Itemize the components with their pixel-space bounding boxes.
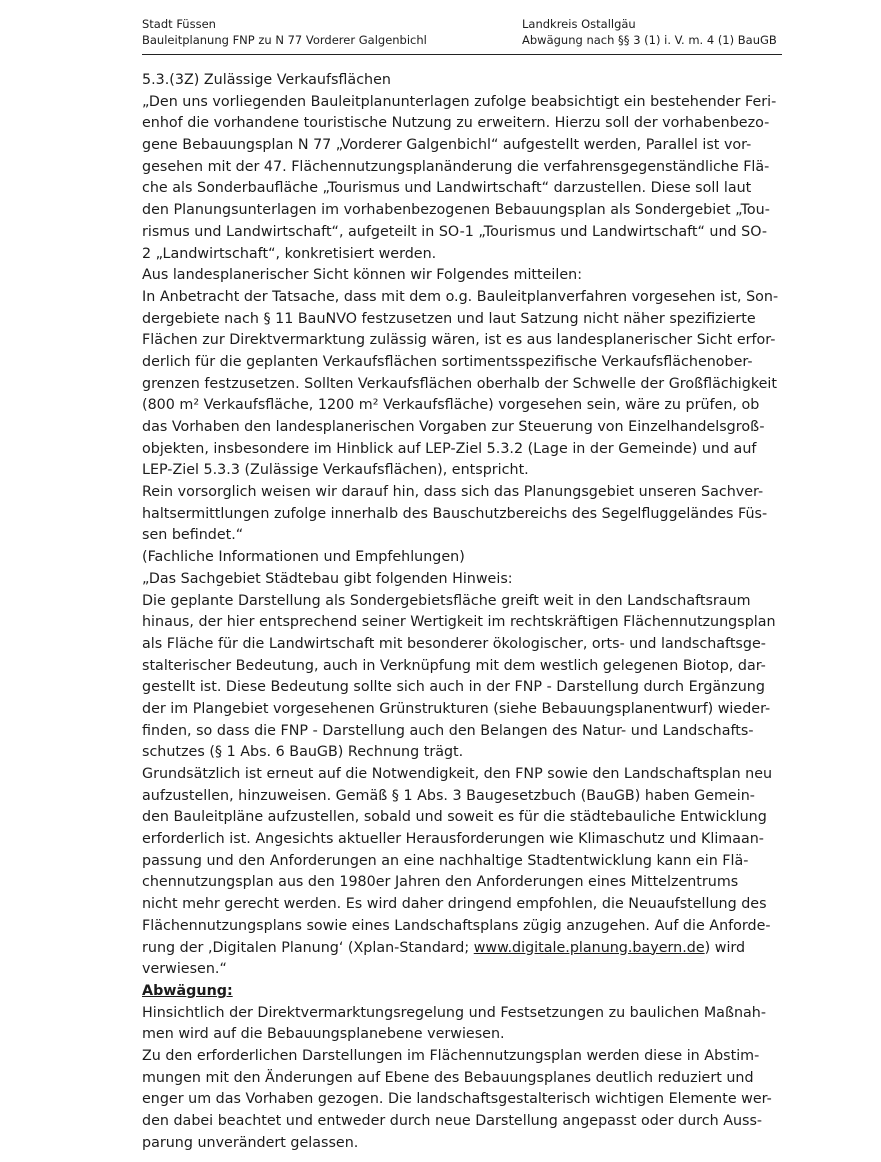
text-line: haltsermittlungen zufolge innerhalb des Bauschutzbereichs des Segelfluggeländes Füs- — [142, 505, 768, 522]
text-line: rismus und Landwirtschaft“, aufgeteilt in SO-1 „Tourismus und Landwirtschaft“ und SO- — [142, 223, 768, 240]
text-line: „Das Sachgebiet Städtebau gibt folgenden Hinweis: — [142, 570, 513, 587]
text-line: derlich für die geplanten Verkaufsflächen sortimentsspezifische Verkaufsflächenober- — [142, 353, 753, 370]
text-line: In Anbetracht der Tatsache, dass mit dem o.g. Bauleitplanverfahren vorgesehen ist, Son- — [142, 288, 779, 305]
text-line: den Planungsunterlagen im vorhabenbezogenen Bebauungsplan als Sondergebiet „Tou- — [142, 202, 770, 219]
text-line: Grundsätzlich ist erneut auf die Notwendigkeit, den FNP sowie den Landschaftsplan neu — [142, 766, 773, 782]
text-line: das Vorhaben den landesplanerischen Vorgaben zur Steuerung von Einzelhandelsgroß- — [142, 419, 765, 435]
abwaegung-line: den dabei beachtet und entweder durch neue Darstellung angepasst oder durch Auss- — [142, 1113, 763, 1129]
text-line: che als Sonderbaufläche „Tourismus und Landwirtschaft“ darzustellen. Diese soll laut — [142, 180, 752, 197]
text-line: hinaus, der hier entsprechend seiner Wertigkeit im rechtskräftigen Flächennutzungsplan — [142, 614, 776, 631]
text-line: den Bauleitpläne aufzustellen, sobald und soweit es für die städtebauliche Entwicklung — [142, 809, 767, 826]
text-line: dergebiete nach § 11 BauNVO festzusetzen und laut Satzung nicht näher spezifizierte — [142, 310, 756, 327]
page-header — [142, 16, 782, 55]
text-line: Rein vorsorglich weisen wir darauf hin, dass sich das Planungsgebiet unseren Sachver- — [142, 484, 764, 501]
text-line: grenzen festzusetzen. Sollten Verkaufsflächen oberhalb der Schwelle der Großflächigkeit — [142, 375, 777, 392]
link-line-after: ) wird — [704, 939, 746, 956]
link-line — [142, 938, 802, 960]
text-line: (800 m² Verkaufsfläche, 1200 m² Verkaufsfläche) vorgesehen sein, wäre zu prüfen, ob — [142, 397, 760, 414]
header-procedure: Abwägung nach §§ 3 (1) i. V. m. 4 (1) BauGB — [522, 33, 777, 47]
header-plan-title: Bauleitplanung FNP zu N 77 Vorderer Galgenbichl — [142, 33, 427, 47]
text-line: schutzes (§ 1 Abs. 6 BauGB) Rechnung trägt. — [142, 744, 464, 761]
text-line: Flächennutzungsplans sowie eines Landschaftsplans zügig anzugehen. Auf die Anforde- — [142, 917, 771, 934]
text-line: Flächen zur Direktvermarktung zulässig wären, ist es aus landesplanerischer Sicht erfor- — [142, 332, 776, 349]
text-line: chennutzungsplan aus den 1980er Jahren den Anforderungen eines Mittelzentrums — [142, 874, 739, 891]
abwaegung-line: Zu den erforderlichen Darstellungen im Flächennutzungsplan werden diese in Abstim- — [142, 1047, 760, 1064]
text-line: als Fläche für die Landwirtschaft mit besonderer ökologischer, orts- und landschaftsge- — [142, 635, 766, 652]
text-line: gene Bebauungsplan N 77 „Vorderer Galgenbichl“ aufgestellt werden, Parallel ist vor- — [142, 137, 752, 154]
header-right — [522, 16, 777, 48]
statement-text — [142, 92, 802, 938]
text-line: objekten, insbesondere im Hinblick auf LEP-Ziel 5.3.2 (Lage in der Gemeinde) und auf — [142, 440, 757, 457]
abwaegung-line: men wird auf die Bebauungsplanebene verwiesen. — [142, 1026, 505, 1043]
link-line-before: rung der ‚Digitalen Planung‘ (Xplan-Standard; — [142, 939, 474, 956]
statement-closing-line: verwiesen.“ — [142, 961, 227, 978]
abwaegung-line: parung unverändert gelassen. — [142, 1134, 359, 1151]
text-line: enhof die vorhandene touristische Nutzung zu erweitern. Hierzu soll der vorhabenbezo- — [142, 115, 770, 132]
text-line: gesehen mit der 47. Flächennutzungsplanänderung die verfahrensgegenständliche Flä- — [142, 158, 770, 175]
text-line: finden, so dass die FNP - Darstellung auch den Belangen des Natur- und Landschafts- — [142, 722, 754, 739]
abwaegung-line: mungen mit den Änderungen auf Ebene des Bebauungsplanes deutlich reduziert und — [142, 1069, 754, 1086]
text-line: Aus landesplanerischer Sicht können wir Folgendes mitteilen: — [142, 267, 583, 284]
text-line: LEP-Ziel 5.3.3 (Zulässige Verkaufsflächen), entspricht. — [142, 462, 529, 479]
text-line: „Den uns vorliegenden Bauleitplanunterlagen zufolge beabsichtigt ein bestehender Feri- — [142, 93, 777, 110]
text-line: nicht mehr gerecht werden. Es wird daher dringend empfohlen, die Neuaufstellung des — [142, 896, 767, 913]
text-line: sen befindet.“ — [142, 527, 244, 544]
text-line: 2 „Landwirtschaft“, konkretisiert werden. — [142, 245, 437, 262]
header-left — [142, 16, 427, 48]
section-title: 5.3.(3Z) Zulässige Verkaufsflächen — [142, 72, 391, 88]
document-body — [142, 70, 802, 1154]
header-municipality: Stadt Füssen — [142, 17, 216, 31]
text-line: (Fachliche Informationen und Empfehlungen) — [142, 549, 465, 566]
text-line: erforderlich ist. Angesichts aktueller Herausforderungen wie Klimaschutz und Klimaan- — [142, 831, 764, 848]
text-line: der im Plangebiet vorgesehenen Grünstrukturen (siehe Bebauungsplanentwurf) wieder- — [142, 700, 771, 717]
header-district: Landkreis Ostallgäu — [522, 17, 636, 31]
digitale-planung-link[interactable]: www.digitale.planung.bayern.de — [473, 939, 705, 956]
text-line: Die geplante Darstellung als Sondergebietsfläche greift weit in den Landschaftsraum — [142, 592, 751, 609]
text-line: passung und den Anforderungen an eine nachhaltige Stadtentwicklung kann ein Flä- — [142, 852, 749, 869]
text-line: aufzustellen, hinzuweisen. Gemäß § 1 Abs. 3 Baugesetzbuch (BauGB) haben Gemein- — [142, 787, 755, 804]
abwaegung-line: Hinsichtlich der Direktvermarktungsregelung und Festsetzungen zu baulichen Maßnah- — [142, 1004, 766, 1021]
abwaegung-line: enger um das Vorhaben gezogen. Die landschaftsgestalterisch wichtigen Elemente wer- — [142, 1091, 772, 1108]
abwaegung-heading: Abwägung: — [142, 982, 233, 999]
text-line: gestellt ist. Diese Bedeutung sollte sich auch in der FNP - Darstellung durch Ergänzung — [142, 679, 765, 696]
abwaegung-text — [142, 1003, 802, 1155]
text-line: stalterischer Bedeutung, auch in Verknüpfung mit dem westlich gelegenen Biotop, dar- — [142, 657, 766, 674]
